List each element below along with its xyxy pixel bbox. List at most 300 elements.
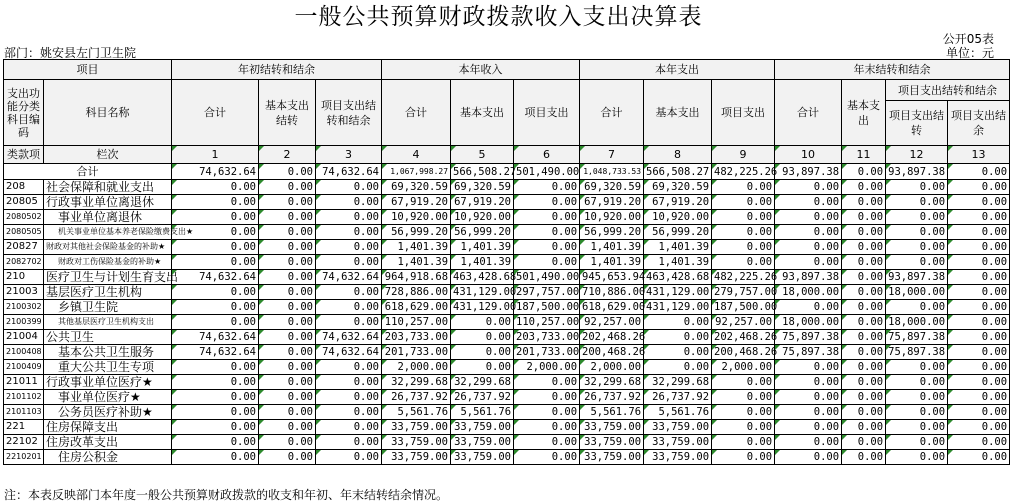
value-cell: 1,401.39 [580, 240, 644, 255]
total-cell: 74,632.64 [172, 164, 259, 180]
value-cell: 0.00 [948, 180, 1010, 195]
value-cell: 0.00 [948, 315, 1010, 330]
value-cell: 0.00 [948, 240, 1010, 255]
subject-code: 21003 [4, 285, 44, 300]
value-cell: 0.00 [172, 240, 259, 255]
value-cell: 0.00 [259, 285, 316, 300]
value-cell: 0.00 [644, 330, 712, 345]
value-cell: 0.00 [948, 420, 1010, 435]
value-cell: 0.00 [886, 225, 948, 240]
table-row [4, 180, 1010, 195]
subject-name: 住房改革支出 [44, 435, 172, 450]
header-col-2: 基本支出结转 [259, 80, 316, 146]
value-cell: 0.00 [886, 300, 948, 315]
total-cell: 1,048,733.53 [580, 164, 644, 180]
table-row [4, 360, 1010, 375]
column-number: 13 [948, 146, 1010, 164]
value-cell: 10,920.00 [382, 210, 451, 225]
value-cell: 1,401.39 [451, 255, 514, 270]
column-number: 11 [842, 146, 886, 164]
footnote: 注：本表反映部门本年度一般公共预算财政拨款的收支和年初、年末结转结余情况。 [4, 488, 449, 502]
value-cell: 0.00 [712, 240, 775, 255]
subject-code: 2100408 [4, 345, 44, 360]
value-cell: 0.00 [259, 315, 316, 330]
value-cell: 0.00 [451, 330, 514, 345]
value-cell: 0.00 [259, 255, 316, 270]
value-cell: 33,759.00 [644, 435, 712, 450]
subject-code: 20827 [4, 240, 44, 255]
value-cell: 0.00 [712, 225, 775, 240]
value-cell: 0.00 [842, 330, 886, 345]
value-cell: 93,897.38 [775, 270, 842, 285]
value-cell: 26,737.92 [382, 390, 451, 405]
value-cell: 33,759.00 [382, 435, 451, 450]
column-number: 3 [316, 146, 382, 164]
value-cell: 0.00 [514, 405, 580, 420]
table-row [4, 195, 1010, 210]
value-cell: 0.00 [842, 315, 886, 330]
value-cell: 18,000.00 [775, 315, 842, 330]
header-annual-income: 本年收入 [382, 60, 580, 80]
header-item: 项目 [4, 60, 172, 80]
subject-name: 行政事业单位离退休 [44, 195, 172, 210]
value-cell: 0.00 [514, 420, 580, 435]
subject-name: 公务员医疗补助★ [44, 405, 172, 420]
subject-code: 208 [4, 180, 44, 195]
value-cell: 0.00 [259, 390, 316, 405]
value-cell: 0.00 [712, 255, 775, 270]
value-cell: 0.00 [948, 225, 1010, 240]
value-cell: 0.00 [948, 270, 1010, 285]
value-cell: 0.00 [712, 405, 775, 420]
value-cell: 0.00 [316, 390, 382, 405]
value-cell: 0.00 [259, 240, 316, 255]
value-cell: 0.00 [316, 255, 382, 270]
value-cell: 110,257.00 [382, 315, 451, 330]
header-closing-balance: 年末结转和结余 [775, 60, 1010, 80]
value-cell: 0.00 [775, 195, 842, 210]
value-cell: 0.00 [172, 225, 259, 240]
value-cell: 74,632.64 [172, 270, 259, 285]
header-project-carry: 项目支出结转和结余 [886, 80, 1010, 101]
column-number: 4 [382, 146, 451, 164]
value-cell: 945,653.94 [580, 270, 644, 285]
header-col-5: 基本支出 [451, 80, 514, 146]
value-cell: 0.00 [948, 285, 1010, 300]
value-cell: 0.00 [842, 180, 886, 195]
subject-name: 乡镇卫生院 [44, 300, 172, 315]
value-cell: 5,561.76 [644, 405, 712, 420]
value-cell: 0.00 [644, 315, 712, 330]
value-cell: 2,000.00 [712, 360, 775, 375]
subject-code: 2100409 [4, 360, 44, 375]
value-cell: 0.00 [886, 405, 948, 420]
subject-code: 21011 [4, 375, 44, 390]
value-cell: 33,759.00 [451, 450, 514, 465]
value-cell: 0.00 [712, 210, 775, 225]
subject-name: 机关事业单位基本养老保险缴费支出★ [44, 225, 172, 240]
value-cell: 0.00 [948, 435, 1010, 450]
subject-code: 21004 [4, 330, 44, 345]
value-cell: 0.00 [316, 210, 382, 225]
value-cell: 0.00 [775, 390, 842, 405]
value-cell: 0.00 [316, 450, 382, 465]
value-cell: 33,759.00 [382, 450, 451, 465]
value-cell: 33,759.00 [451, 435, 514, 450]
column-number: 8 [644, 146, 712, 164]
value-cell: 431,129.00 [644, 300, 712, 315]
value-cell: 0.00 [842, 345, 886, 360]
subject-code: 22102 [4, 435, 44, 450]
value-cell: 0.00 [172, 315, 259, 330]
value-cell: 0.00 [172, 255, 259, 270]
value-cell: 201,733.00 [382, 345, 451, 360]
column-number: 1 [172, 146, 259, 164]
value-cell: 0.00 [514, 435, 580, 450]
value-cell: 0.00 [172, 285, 259, 300]
subject-code: 2100399 [4, 315, 44, 330]
subject-name: 财政对其他社会保险基金的补助★ [44, 240, 172, 255]
value-cell: 0.00 [948, 210, 1010, 225]
value-cell: 74,632.64 [172, 345, 259, 360]
value-cell: 33,759.00 [451, 420, 514, 435]
total-cell: 93,897.38 [775, 164, 842, 180]
value-cell: 0.00 [775, 180, 842, 195]
value-cell: 0.00 [514, 255, 580, 270]
value-cell: 1,401.39 [644, 255, 712, 270]
value-cell: 33,759.00 [580, 450, 644, 465]
value-cell: 0.00 [259, 360, 316, 375]
table-row [4, 300, 1010, 315]
value-cell: 0.00 [316, 195, 382, 210]
subject-name: 事业单位离退休 [44, 210, 172, 225]
value-cell: 10,920.00 [644, 210, 712, 225]
value-cell: 0.00 [712, 390, 775, 405]
department-label: 部门：姚安县左门卫生院 [4, 46, 137, 60]
value-cell: 2,000.00 [514, 360, 580, 375]
value-cell: 0.00 [842, 420, 886, 435]
value-cell: 0.00 [886, 420, 948, 435]
value-cell: 1,401.39 [451, 240, 514, 255]
value-cell: 0.00 [775, 450, 842, 465]
value-cell: 69,320.59 [644, 180, 712, 195]
table-row [4, 270, 1010, 285]
value-cell: 0.00 [514, 390, 580, 405]
subject-name: 事业单位医疗★ [44, 390, 172, 405]
value-cell: 5,561.76 [580, 405, 644, 420]
subject-name: 住房公积金 [44, 450, 172, 465]
header-col-12: 项目支出结转 [886, 101, 948, 146]
value-cell: 0.00 [316, 300, 382, 315]
value-cell: 0.00 [948, 345, 1010, 360]
value-cell: 0.00 [172, 420, 259, 435]
value-cell: 0.00 [316, 435, 382, 450]
subject-name: 公共卫生 [44, 330, 172, 345]
table-row [4, 330, 1010, 345]
header-col-7: 合计 [580, 80, 644, 146]
value-cell: 18,000.00 [886, 315, 948, 330]
header-subject-name: 科目名称 [44, 80, 172, 146]
value-cell: 618,629.00 [580, 300, 644, 315]
value-cell: 0.00 [886, 435, 948, 450]
value-cell: 0.00 [259, 450, 316, 465]
value-cell: 0.00 [316, 240, 382, 255]
value-cell: 32,299.68 [382, 375, 451, 390]
table-row [4, 450, 1010, 465]
value-cell: 69,320.59 [451, 180, 514, 195]
value-cell: 710,886.00 [580, 285, 644, 300]
value-cell: 187,500.00 [712, 300, 775, 315]
value-cell: 0.00 [886, 255, 948, 270]
value-cell: 0.00 [514, 375, 580, 390]
header-col-11: 基本支出 [842, 80, 886, 146]
value-cell: 56,999.20 [382, 225, 451, 240]
value-cell: 0.00 [948, 195, 1010, 210]
value-cell: 74,632.64 [316, 330, 382, 345]
header-col-8: 基本支出 [644, 80, 712, 146]
value-cell: 0.00 [259, 270, 316, 285]
value-cell: 0.00 [948, 330, 1010, 345]
value-cell: 26,737.92 [451, 390, 514, 405]
value-cell: 0.00 [259, 330, 316, 345]
value-cell: 0.00 [886, 450, 948, 465]
value-cell: 5,561.76 [382, 405, 451, 420]
value-cell: 0.00 [948, 450, 1010, 465]
value-cell: 33,759.00 [644, 420, 712, 435]
value-cell: 0.00 [514, 180, 580, 195]
value-cell: 0.00 [644, 345, 712, 360]
value-cell: 1,401.39 [382, 255, 451, 270]
value-cell: 18,000.00 [775, 285, 842, 300]
value-cell: 0.00 [775, 435, 842, 450]
table-row [4, 435, 1010, 450]
value-cell: 69,320.59 [382, 180, 451, 195]
value-cell: 482,225.26 [712, 270, 775, 285]
subject-code: 2082702 [4, 255, 44, 270]
column-number: 2 [259, 146, 316, 164]
subject-code: 2080502 [4, 210, 44, 225]
value-cell: 0.00 [316, 315, 382, 330]
value-cell: 297,757.00 [514, 285, 580, 300]
value-cell: 279,757.00 [712, 285, 775, 300]
header-col-13: 项目支出结余 [948, 101, 1010, 146]
subject-name: 医疗卫生与计划生育支出 [44, 270, 172, 285]
value-cell: 0.00 [712, 420, 775, 435]
total-cell: 0.00 [842, 164, 886, 180]
value-cell: 32,299.68 [580, 375, 644, 390]
value-cell: 110,257.00 [514, 315, 580, 330]
value-cell: 56,999.20 [644, 225, 712, 240]
value-cell: 10,920.00 [580, 210, 644, 225]
value-cell: 0.00 [948, 255, 1010, 270]
value-cell: 0.00 [644, 360, 712, 375]
value-cell: 187,500.00 [514, 300, 580, 315]
table-row [4, 285, 1010, 300]
value-cell: 75,897.38 [775, 345, 842, 360]
total-cell: 1,067,998.27 [382, 164, 451, 180]
value-cell: 618,629.00 [382, 300, 451, 315]
header-col-6: 项目支出 [514, 80, 580, 146]
value-cell: 0.00 [886, 375, 948, 390]
column-number: 7 [580, 146, 644, 164]
value-cell: 1,401.39 [580, 255, 644, 270]
value-cell: 0.00 [259, 210, 316, 225]
value-cell: 0.00 [842, 210, 886, 225]
value-cell: 0.00 [712, 450, 775, 465]
total-cell: 566,508.27 [644, 164, 712, 180]
value-cell: 10,920.00 [451, 210, 514, 225]
value-cell: 0.00 [172, 210, 259, 225]
subject-name: 重大公共卫生专项 [44, 360, 172, 375]
value-cell: 964,918.68 [382, 270, 451, 285]
value-cell: 0.00 [172, 390, 259, 405]
value-cell: 0.00 [886, 240, 948, 255]
value-cell: 0.00 [948, 300, 1010, 315]
subject-name: 基层医疗卫生机构 [44, 285, 172, 300]
value-cell: 5,561.76 [451, 405, 514, 420]
budget-table [3, 59, 1010, 465]
value-cell: 0.00 [172, 405, 259, 420]
value-cell: 67,919.20 [451, 195, 514, 210]
value-cell: 0.00 [514, 225, 580, 240]
subject-name: 其他基层医疗卫生机构支出 [44, 315, 172, 330]
value-cell: 0.00 [259, 195, 316, 210]
value-cell: 463,428.68 [644, 270, 712, 285]
value-cell: 0.00 [842, 390, 886, 405]
header-code: 支出功能分类科目编码 [4, 80, 44, 146]
subject-code: 2100302 [4, 300, 44, 315]
value-cell: 0.00 [172, 180, 259, 195]
value-cell: 200,468.26 [712, 345, 775, 360]
column-number: 9 [712, 146, 775, 164]
value-cell: 0.00 [842, 240, 886, 255]
table-row [4, 405, 1010, 420]
value-cell: 0.00 [172, 300, 259, 315]
subject-code: 2101102 [4, 390, 44, 405]
header-class-item: 类款项 [4, 146, 44, 164]
value-cell: 0.00 [775, 360, 842, 375]
value-cell: 0.00 [842, 285, 886, 300]
value-cell: 0.00 [712, 375, 775, 390]
total-cell: 74,632.64 [316, 164, 382, 180]
value-cell: 0.00 [886, 360, 948, 375]
value-cell: 0.00 [775, 300, 842, 315]
value-cell: 0.00 [842, 450, 886, 465]
value-cell: 0.00 [775, 225, 842, 240]
total-cell: 0.00 [259, 164, 316, 180]
value-cell: 92,257.00 [712, 315, 775, 330]
total-cell: 501,490.00 [514, 164, 580, 180]
value-cell: 431,129.00 [644, 285, 712, 300]
value-cell: 93,897.38 [886, 270, 948, 285]
value-cell: 0.00 [842, 225, 886, 240]
value-cell: 0.00 [948, 390, 1010, 405]
value-cell: 0.00 [259, 435, 316, 450]
value-cell: 0.00 [259, 180, 316, 195]
value-cell: 0.00 [842, 360, 886, 375]
header-col-1: 合计 [172, 80, 259, 146]
value-cell: 0.00 [172, 360, 259, 375]
table-row [4, 315, 1010, 330]
value-cell: 74,632.64 [316, 345, 382, 360]
subject-code: 2080505 [4, 225, 44, 240]
subject-code: 20805 [4, 195, 44, 210]
value-cell: 0.00 [172, 435, 259, 450]
table-row [4, 240, 1010, 255]
value-cell: 75,897.38 [775, 330, 842, 345]
value-cell: 0.00 [842, 195, 886, 210]
total-cell: 0.00 [948, 164, 1010, 180]
value-cell: 18,000.00 [886, 285, 948, 300]
value-cell: 92,257.00 [580, 315, 644, 330]
value-cell: 0.00 [259, 405, 316, 420]
value-cell: 0.00 [172, 375, 259, 390]
total-cell: 93,897.38 [886, 164, 948, 180]
value-cell: 202,468.26 [712, 330, 775, 345]
value-cell: 69,320.59 [580, 180, 644, 195]
value-cell: 501,490.00 [514, 270, 580, 285]
value-cell: 32,299.68 [451, 375, 514, 390]
value-cell: 0.00 [948, 405, 1010, 420]
value-cell: 0.00 [886, 390, 948, 405]
value-cell: 0.00 [948, 375, 1010, 390]
value-cell: 33,759.00 [382, 420, 451, 435]
value-cell: 0.00 [316, 285, 382, 300]
report-title: 一般公共预算财政拨款收入支出决算表 [294, 4, 703, 30]
value-cell: 0.00 [775, 405, 842, 420]
unit-label: 单位：元 [945, 46, 994, 60]
subject-code: 221 [4, 420, 44, 435]
value-cell: 0.00 [259, 375, 316, 390]
value-cell: 0.00 [514, 450, 580, 465]
value-cell: 0.00 [172, 450, 259, 465]
value-cell: 431,129.00 [451, 285, 514, 300]
value-cell: 26,737.92 [644, 390, 712, 405]
value-cell: 74,632.64 [172, 330, 259, 345]
value-cell: 56,999.20 [451, 225, 514, 240]
table-row [4, 390, 1010, 405]
value-cell: 0.00 [451, 360, 514, 375]
value-cell: 75,897.38 [886, 330, 948, 345]
table-row [4, 255, 1010, 270]
value-cell: 201,733.00 [514, 345, 580, 360]
value-cell: 0.00 [259, 225, 316, 240]
header-col-3: 项目支出结转和结余 [316, 80, 382, 146]
value-cell: 0.00 [172, 195, 259, 210]
value-cell: 0.00 [842, 270, 886, 285]
value-cell: 67,919.20 [644, 195, 712, 210]
value-cell: 0.00 [514, 240, 580, 255]
header-col-4: 合计 [382, 80, 451, 146]
header-opening-balance: 年初结转和结余 [172, 60, 382, 80]
value-cell: 0.00 [316, 360, 382, 375]
table-row [4, 210, 1010, 225]
value-cell: 200,468.26 [580, 345, 644, 360]
value-cell: 0.00 [886, 180, 948, 195]
value-cell: 0.00 [775, 210, 842, 225]
value-cell: 0.00 [259, 420, 316, 435]
value-cell: 0.00 [886, 195, 948, 210]
column-number: 10 [775, 146, 842, 164]
subject-code: 210 [4, 270, 44, 285]
value-cell: 203,733.00 [514, 330, 580, 345]
value-cell: 0.00 [775, 255, 842, 270]
header-lanci: 栏次 [44, 146, 172, 164]
value-cell: 0.00 [316, 420, 382, 435]
subject-name: 基本公共卫生服务 [44, 345, 172, 360]
total-cell: 482,225.26 [712, 164, 775, 180]
value-cell: 33,759.00 [580, 420, 644, 435]
